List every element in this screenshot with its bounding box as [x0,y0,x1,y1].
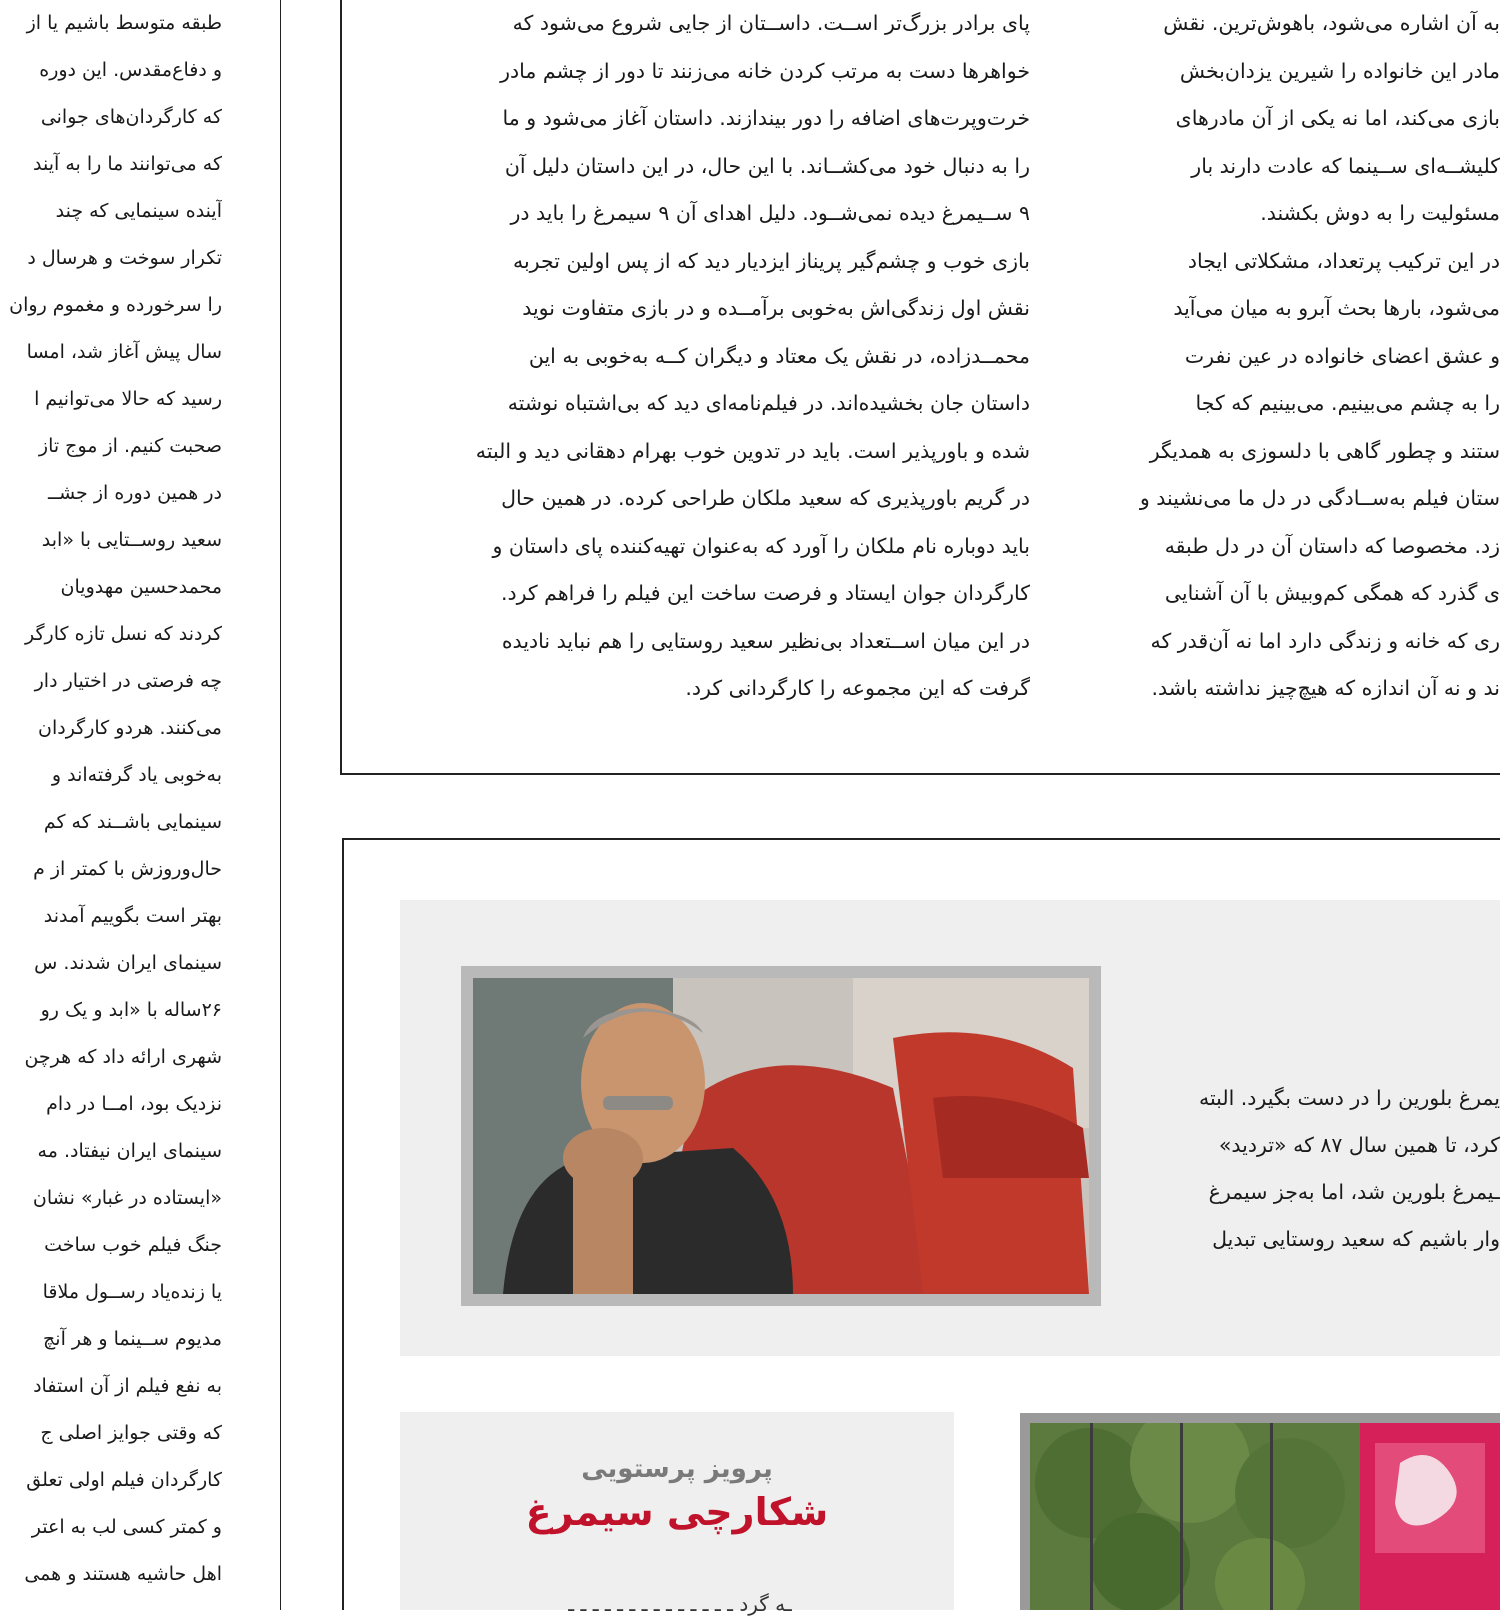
right-column-line: و عشق اعضای خانواده در عین نفرت [1184,343,1500,368]
left-column-line: سینمای ایران شدند. س [34,952,222,974]
right-column-line: می‌شود، بارها بحث آبرو به میان می‌آید [1173,296,1500,320]
left-column-line: سینمای ایران نیفتاد. مه [37,1140,222,1162]
caption-line: کرد، تا همین سال ۸۷ که «تردید» [1218,1133,1500,1157]
right-column-line: در این ترکیب پرتعداد، مشکلاتی ایجاد [1187,248,1500,273]
left-column-line: و دفاع‌مقدس. این دوره [39,59,222,81]
right-column-line: کلیشــه‌ای ســینما که عادت دارند بار [1191,153,1500,178]
article-box-bottom-border [340,773,1500,775]
caption-text [1150,1075,1500,1263]
left-column-line: اهل حاشیه هستند و همی [24,1563,222,1585]
right-column-line: ستان فیلم به‌ســادگی در دل ما می‌نشیند و [1139,486,1500,510]
left-column-line: طبقه متوسط باشیم یا از [26,12,222,34]
left-column-line: کارگردان فیلم اولی تعلق [26,1469,222,1491]
right-column-line: را به چشم می‌بینیم. می‌بینیم که کجا [1195,391,1500,415]
middle-column-line: خواهرها دست به مرتب کردن خانه می‌زنند تا دور از چشم مادر [500,58,1030,83]
left-column-line: به‌خوبی یاد گرفته‌اند و [51,764,222,786]
left-column-line: که می‌توانند ما را به آیند [33,153,222,175]
middle-column-line: داستان جان بخشیده‌اند. در فیلم‌نامه‌ای دید که بی‌اشتباه نوشته [507,391,1030,415]
feature-box-top-border [342,838,1500,840]
author-name: پرویز پرستویی [581,1454,773,1484]
middle-column-line: باید دوباره نام ملکان را آورد که به‌عنوان تهیه‌کننده پای داستان و [492,533,1030,558]
left-column-line: می‌کنند. هردو کارگردان [38,717,222,739]
right-column-line: بازی می‌کند، اما نه یکی از آن مادرهای [1175,106,1500,130]
right-column-line: ستند و چطور گاهی با دلسوزی به همدیگر [1149,438,1500,463]
left-column-line: بهتر است بگوییم آمدند [43,905,222,927]
right-column-line: ی گذرد که همگی کم‌وبیش با آن آشنایی [1164,581,1500,605]
left-column-line: سینمایی باشــند که کم [43,811,222,833]
left-column-line: «ایستاده در غبار» نشان [32,1187,222,1209]
feature-box-left-border [342,838,344,1610]
left-column-divider [280,0,281,1610]
left-column-line: محمدحسین مهدویان [60,576,222,598]
middle-column-line: گرفت که این مجموعه را کارگردانی کرد. [685,676,1030,700]
caption-line: ـیمرغ بلورین شد، اما به‌جز سیمرغ [1208,1180,1500,1204]
left-column-line: شهری ارائه داد که هرچن [24,1046,222,1068]
left-column-line: ۲۶ساله با «ابد و یک رو [40,999,222,1021]
middle-column-line: در گریم باورپذیری که سعید ملکان طراحی کرده. در همین حال [501,486,1030,510]
left-column-line: یا زنده‌یاد رســول ملاقا [42,1281,222,1303]
left-article-column [0,0,222,1598]
left-column-line: در همین دوره از جشــ [47,482,222,504]
right-column-line: زد. مخصوصا که داستان آن در دل طبقه [1164,533,1500,558]
left-column-line: کردند که نسل تازه کارگر [24,623,222,645]
left-column-line: جنگ فیلم خوب ساخت [44,1234,222,1256]
middle-column-line: ۹ ســیمرغ دیده نمی‌شــود. دلیل اهدای آن ۹ سیمرغ را باید در [510,201,1030,225]
middle-column-line: خرت‌وپرت‌های اضافه را دور بیندازند. داستان آغاز می‌شود و ما [502,106,1030,130]
right-column-line: مسئولیت را به دوش بکشند. [1260,201,1500,225]
middle-column-line: شده و باورپذیر است. باید در تدوین خوب بهرام دهقانی دید و البته [475,438,1030,463]
right-column-line: ند و نه آن اندازه که هیچ‌چیز نداشته باشد. [1151,676,1500,700]
left-column-line: آینده سینمایی که چند [55,200,222,222]
left-column-line: سعید روســتایی با «ابد [41,529,222,551]
caption-line: وار باشیم که سعید روستایی تبدیل [1212,1227,1500,1251]
left-column-line: به نفع فیلم از آن استفاد [33,1375,222,1397]
headline: شکارچی سیمرغ [525,1490,829,1534]
middle-column-line: کارگردان جوان ایستاد و فرصت ساخت این فیلم را فراهم کرد. [500,581,1030,605]
left-column-line: سال پیش آغاز شد، امسا [26,341,222,363]
middle-column-line: پای برادر بزرگ‌تر اســت. داســتان از جایی شروع می‌شود که [512,11,1030,35]
right-column-line: مادر این خانواده را شیرین یزدان‌بخش [1179,58,1500,83]
right-column-line: ری که خانه و زندگی دارد اما نه آن‌قدر که [1150,628,1500,653]
middle-column-line: بازی خوب و چشم‌گیر پریناز ایزدیار دید که از پس اولین تجربه [512,248,1030,273]
middle-column-line: محمــدزاده، در نقش یک معتاد و دیگران کــه به‌خوبی به این [528,343,1030,368]
article-box-left-border [340,0,342,775]
right-column-line: به آن اشاره می‌شود، باهوش‌ترین. نقش [1163,11,1500,35]
author-snippet: ـه گرد ـ ـ ـ ـ ـ ـ ـ ـ ـ ـ ـ ـ ـ ـ [568,1592,792,1616]
left-column-line: که کارگردان‌های جوانی [40,106,222,128]
middle-column-line: را به دنبال خود می‌کشــاند. با این حال، در این داستان دلیل آن [504,153,1030,178]
left-column-line: تکرار سوخت و هرسال د [27,247,222,269]
left-column-line: را سرخورده و مغموم روان [9,294,222,316]
left-column-line: و کمتر کسی لب به اعتر [31,1516,222,1538]
festival-photo [1030,1423,1500,1610]
left-column-line: نزدیک بود، امــا در دام [46,1093,222,1115]
left-column-line: صحبت کنیم. از موج تاز [38,435,222,457]
caption-line: یمرغ بلورین را در دست بگیرد. البته [1198,1086,1500,1110]
middle-article-column [400,0,1030,713]
left-column-line: رسید که حالا می‌توانیم ا [34,388,222,410]
portrait-photo [473,978,1089,1294]
left-column-line: مدیوم ســینما و هر آنچ [43,1328,222,1350]
left-column-line: چه فرصتی در اختیار دار [34,670,222,692]
left-column-line: حال‌وروزش با کمتر از م [33,858,222,880]
left-column-line: که وقتی جوایز اصلی ج [40,1422,222,1444]
middle-column-line: نقش اول زندگی‌اش به‌خوبی برآمــده و در بازی متفاوت نوید [522,296,1030,320]
right-article-column [1088,0,1500,713]
middle-column-line: در این میان اســتعداد بی‌نظیر سعید روستایی را هم نباید نادیده [501,628,1030,653]
